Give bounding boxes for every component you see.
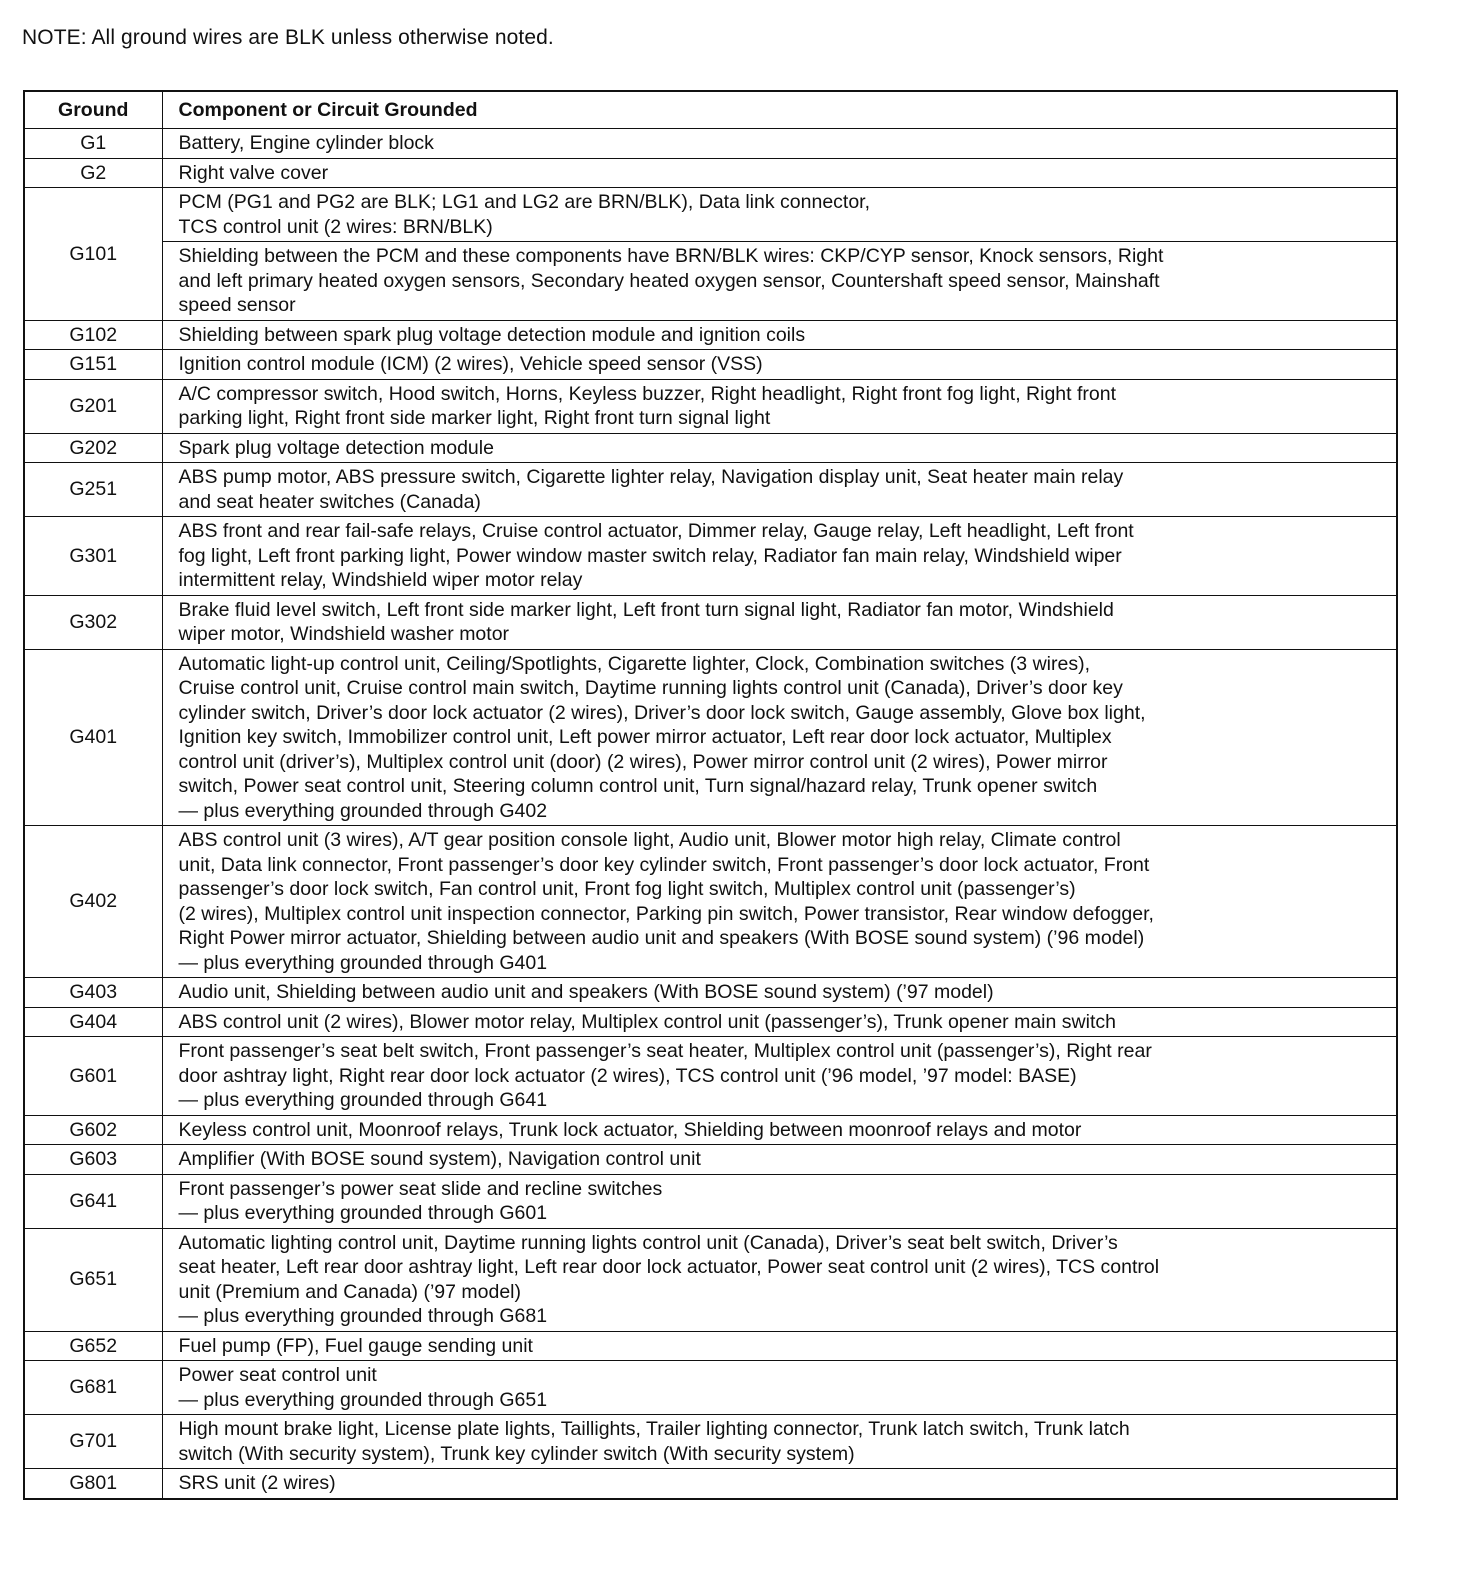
component-line: — plus everything grounded through G651 (178, 1388, 548, 1411)
component-line: — plus everything grounded through G601 (178, 1202, 548, 1224)
ground-id-cell: G652 (24, 1331, 162, 1361)
ground-id-cell: G302 (24, 595, 162, 649)
component-line: cylinder switch, Driver’s door lock actuator (2 wires), Driver’s door lock switch, Gauge assembly, Glove box light, (178, 701, 1146, 724)
table-row (24, 1007, 1397, 1037)
ground-id-cell: G402 (24, 826, 162, 978)
component-line: Front passenger’s seat belt switch, Front passenger’s seat heater, Multiplex control unit (passenger’s), Right rear (178, 1040, 1152, 1062)
component-cell (162, 1415, 1397, 1469)
component-line: SRS unit (2 wires) (178, 1472, 336, 1494)
component-cell (162, 1115, 1397, 1145)
table-row (24, 379, 1397, 433)
component-line: High mount brake light, License plate lights, Taillights, Trailer lighting connector, Trunk latch switch, Trunk latch (178, 1418, 1130, 1440)
header-component: Component or Circuit Grounded (162, 91, 1397, 129)
table-row (24, 1361, 1397, 1415)
component-line: Audio unit, Shielding between audio unit and speakers (With BOSE sound system) (’97 model) (178, 981, 994, 1003)
component-cell (162, 379, 1397, 433)
table-row (24, 129, 1397, 159)
component-cell (162, 158, 1397, 188)
component-line: ABS front and rear fail-safe relays, Cruise control actuator, Dimmer relay, Gauge relay, Left headlight, Left front (178, 520, 1134, 542)
table-header-row (24, 91, 1397, 129)
ground-id-cell: G602 (24, 1115, 162, 1145)
component-line: Ignition control module (ICM) (2 wires), Vehicle speed sensor (VSS) (178, 353, 763, 375)
table-row (24, 1174, 1397, 1228)
component-cell (162, 1228, 1397, 1331)
component-line: Shielding between the PCM and these components have BRN/BLK wires: CKP/CYP sensor, Knock sensors, Right (178, 245, 1164, 267)
component-line: unit, Data link connector, Front passenger’s door key cylinder switch, Front passenger’s door lock actuator, Front (178, 853, 1150, 876)
component-line: Brake fluid level switch, Left front side marker light, Left front turn signal light, Radiator fan motor, Windshield (178, 598, 1114, 621)
component-cell (162, 433, 1397, 463)
component-cell (162, 188, 1397, 242)
ground-id-cell: G641 (24, 1174, 162, 1228)
ground-id-cell: G681 (24, 1361, 162, 1415)
table-row (24, 433, 1397, 463)
table-row (24, 1115, 1397, 1145)
component-line: ABS pump motor, ABS pressure switch, Cigarette lighter relay, Navigation display unit, Seat heater main relay (178, 466, 1124, 488)
table-row (24, 1228, 1397, 1331)
ground-id-cell: G102 (24, 320, 162, 350)
table-row (24, 1037, 1397, 1116)
component-line: and seat heater switches (Canada) (178, 490, 481, 513)
component-line: Battery, Engine cylinder block (178, 132, 434, 154)
table-row (24, 463, 1397, 517)
ground-id-cell: G701 (24, 1415, 162, 1469)
component-line: TCS control unit (2 wires: BRN/BLK) (178, 215, 493, 238)
table-row (24, 188, 1397, 242)
component-line: parking light, Right front side marker light, Right front turn signal light (178, 407, 771, 429)
note-text: NOTE: All ground wires are BLK unless otherwise noted. (22, 26, 554, 49)
table-row (24, 1331, 1397, 1361)
table-row (24, 1145, 1397, 1175)
component-line: Spark plug voltage detection module (178, 436, 494, 459)
component-cell (162, 517, 1397, 596)
table-row (24, 517, 1397, 596)
component-line: Front passenger’s power seat slide and recline switches (178, 1177, 663, 1200)
component-cell (162, 1037, 1397, 1116)
ground-id-cell: G403 (24, 978, 162, 1008)
ground-id-cell: G651 (24, 1228, 162, 1331)
ground-id-cell: G301 (24, 517, 162, 596)
ground-id-cell: G603 (24, 1145, 162, 1175)
component-cell (162, 1007, 1397, 1037)
component-line: seat heater, Left rear door ashtray light, Left rear door lock actuator, Power seat control unit (2 wires), TCS control (178, 1256, 1160, 1278)
header-ground: Ground (24, 91, 162, 129)
component-line: Keyless control unit, Moonroof relays, Trunk lock actuator, Shielding between moonroof relays and motor (178, 1118, 1082, 1141)
component-cell (162, 1145, 1397, 1175)
component-cell (162, 463, 1397, 517)
component-line: — plus everything grounded through G402 (178, 799, 548, 822)
component-cell (162, 1361, 1397, 1415)
ground-id-cell: G202 (24, 433, 162, 463)
ground-id-cell: G601 (24, 1037, 162, 1116)
table-row (24, 1415, 1397, 1469)
ground-id-cell: G404 (24, 1007, 162, 1037)
component-cell (162, 129, 1397, 159)
component-line: fog light, Left front parking light, Power window master switch relay, Radiator fan main relay, Windshield wiper (178, 544, 1122, 567)
table-row (24, 350, 1397, 380)
ground-id-cell: G101 (24, 188, 162, 321)
component-line: — plus everything grounded through G401 (178, 951, 548, 974)
component-line: Right Power mirror actuator, Shielding between audio unit and speakers (With BOSE sound system) (’96 model) (178, 927, 1145, 949)
component-line: Amplifier (With BOSE sound system), Navigation control unit (178, 1148, 701, 1170)
component-line: and left primary heated oxygen sensors, Secondary heated oxygen sensor, Countershaft speed sensor, Mainshaft (178, 269, 1160, 292)
table-body (24, 129, 1397, 1499)
ground-id-cell: G1 (24, 129, 162, 159)
component-line: Fuel pump (FP), Fuel gauge sending unit (178, 1334, 533, 1357)
table-row (24, 158, 1397, 188)
ground-id-cell: G251 (24, 463, 162, 517)
component-line: — plus everything grounded through G681 (178, 1305, 548, 1327)
component-line: switch, Power seat control unit, Steering column control unit, Turn signal/hazard relay, Trunk opener switch (178, 775, 1098, 797)
component-line: (2 wires), Multiplex control unit inspection connector, Parking pin switch, Power transistor, Rear window defogger, (178, 902, 1154, 925)
table-row (24, 649, 1397, 826)
table-row (24, 1469, 1397, 1499)
component-line: wiper motor, Windshield washer motor (178, 623, 510, 645)
component-line: unit (Premium and Canada) (’97 model) (178, 1280, 521, 1303)
table-row (24, 826, 1397, 978)
component-line: ABS control unit (2 wires), Blower motor relay, Multiplex control unit (passenger’s), Trunk opener main switch (178, 1010, 1116, 1033)
ground-id-cell: G151 (24, 350, 162, 380)
component-cell (162, 1331, 1397, 1361)
component-line: PCM (PG1 and PG2 are BLK; LG1 and LG2 are BRN/BLK), Data link connector, (178, 191, 871, 213)
table-row (24, 242, 1397, 321)
component-line: Power seat control unit (178, 1364, 377, 1386)
component-line: Right valve cover (178, 161, 329, 184)
component-line: passenger’s door lock switch, Fan control unit, Front fog light switch, Multiplex control unit (passenger’s) (178, 878, 1076, 900)
component-cell (162, 242, 1397, 321)
table-row (24, 595, 1397, 649)
component-line: switch (With security system), Trunk key cylinder switch (With security system) (178, 1442, 855, 1465)
component-line: A/C compressor switch, Hood switch, Horns, Keyless buzzer, Right headlight, Right front fog light, Right front (178, 382, 1116, 405)
component-cell (162, 978, 1397, 1008)
component-cell (162, 649, 1397, 826)
component-line: Ignition key switch, Immobilizer control unit, Left power mirror actuator, Left rear door lock actuator, Multiplex (178, 726, 1112, 748)
component-line: Automatic lighting control unit, Daytime running lights control unit (Canada), Driver’s seat belt switch, Driver’s (178, 1231, 1118, 1254)
component-cell (162, 826, 1397, 978)
component-line: door ashtray light, Right rear door lock actuator (2 wires), TCS control unit (’96 model, ’97 model: BASE) (178, 1064, 1077, 1087)
ground-id-cell: G2 (24, 158, 162, 188)
component-line: Automatic light-up control unit, Ceiling/Spotlights, Cigarette lighter, Clock, Combination switches (3 wires), (178, 652, 1090, 675)
component-cell (162, 320, 1397, 350)
component-line: ABS control unit (3 wires), A/T gear position console light, Audio unit, Blower motor high relay, Climate control (178, 829, 1121, 851)
ground-id-cell: G201 (24, 379, 162, 433)
ground-id-cell: G801 (24, 1469, 162, 1499)
component-line: — plus everything grounded through G641 (178, 1089, 548, 1111)
component-line: Cruise control unit, Cruise control main switch, Daytime running lights control unit (Canada), Driver’s door key (178, 677, 1123, 699)
component-line: control unit (driver’s), Multiplex control unit (door) (2 wires), Power mirror control unit (2 wires), Power mirror (178, 750, 1108, 773)
ground-id-cell: G401 (24, 649, 162, 826)
ground-table (23, 90, 1398, 1500)
component-cell (162, 1174, 1397, 1228)
component-line: Shielding between spark plug voltage detection module and ignition coils (178, 323, 806, 346)
component-cell (162, 1469, 1397, 1499)
component-cell (162, 595, 1397, 649)
table-row (24, 320, 1397, 350)
table-row (24, 978, 1397, 1008)
component-line: speed sensor (178, 294, 296, 316)
component-cell (162, 350, 1397, 380)
component-line: intermittent relay, Windshield wiper motor relay (178, 569, 583, 591)
